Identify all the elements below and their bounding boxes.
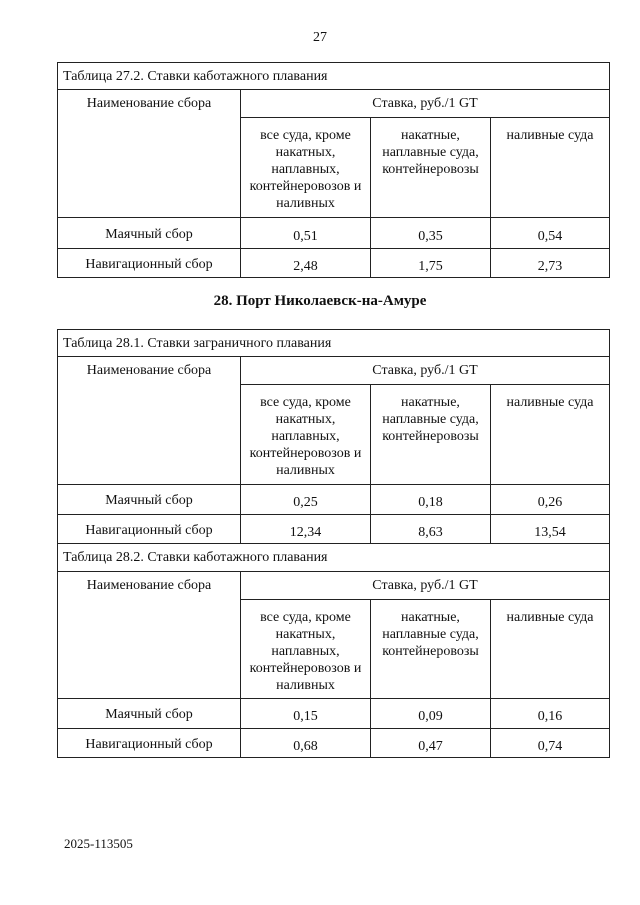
- rate-value: 13,54: [491, 515, 610, 544]
- rate-header: Ставка, руб./1 GT: [241, 357, 610, 385]
- rate-value: 0,68: [241, 729, 371, 758]
- table-row: [58, 485, 610, 515]
- rate-value: 0,35: [371, 218, 491, 249]
- rate-value: 0,25: [241, 485, 371, 515]
- rate-value: 0,16: [491, 699, 610, 729]
- rate-value: 12,34: [241, 515, 371, 544]
- sub-header-roro-container: накатные, наплавные суда, контейнеровозы: [371, 385, 491, 485]
- sub-header-tankers: наливные суда: [491, 118, 610, 218]
- row-label: Навигационный сбор: [58, 729, 241, 758]
- sub-header-tankers: наливные суда: [491, 600, 610, 699]
- table-row: [58, 515, 610, 544]
- sub-header-general-vessels: все суда, кроме накатных, наплавных, контейнеровозов и наливных: [241, 118, 371, 218]
- row-label: Навигационный сбор: [58, 515, 241, 544]
- fee-name-header: Наименование сбора: [58, 357, 241, 485]
- rate-header: Ставка, руб./1 GT: [241, 572, 610, 600]
- table-27-2: [57, 62, 610, 278]
- table-row: [58, 699, 610, 729]
- sub-header-roro-container: накатные, наплавные суда, контейнеровозы: [371, 600, 491, 699]
- rate-value: 0,74: [491, 729, 610, 758]
- page-number: 27: [313, 30, 327, 45]
- rate-value: 1,75: [371, 249, 491, 278]
- rate-value: 0,26: [491, 485, 610, 515]
- row-label: Маячный сбор: [58, 699, 241, 729]
- table-row: [58, 249, 610, 278]
- fee-name-header: Наименование сбора: [58, 572, 241, 699]
- sub-header-tankers: наливные суда: [491, 385, 610, 485]
- section-heading: 28. Порт Николаевск-на-Амуре: [213, 293, 427, 309]
- row-label: Маячный сбор: [58, 218, 241, 249]
- document-id: 2025-113505: [64, 836, 133, 851]
- row-label: Маячный сбор: [58, 485, 241, 515]
- fee-name-header: Наименование сбора: [58, 90, 241, 218]
- rate-value: 2,48: [241, 249, 371, 278]
- table-caption: Таблица 28.2. Ставки каботажного плавания: [58, 544, 610, 572]
- rate-value: 0,09: [371, 699, 491, 729]
- rate-value: 0,18: [371, 485, 491, 515]
- table-row: [58, 729, 610, 758]
- table-row: [58, 218, 610, 249]
- rate-value: 8,63: [371, 515, 491, 544]
- rate-header: Ставка, руб./1 GT: [241, 90, 610, 118]
- rate-value: 0,15: [241, 699, 371, 729]
- rate-value: 0,51: [241, 218, 371, 249]
- sub-header-roro-container: накатные, наплавные суда, контейнеровозы: [371, 118, 491, 218]
- sub-header-general-vessels: все суда, кроме накатных, наплавных, контейнеровозов и наливных: [241, 385, 371, 485]
- sub-header-general-vessels: все суда, кроме накатных, наплавных, контейнеровозов и наливных: [241, 600, 371, 699]
- rate-value: 0,54: [491, 218, 610, 249]
- table-28: [57, 329, 610, 758]
- rate-value: 2,73: [491, 249, 610, 278]
- table-caption: Таблица 27.2. Ставки каботажного плавания: [58, 63, 610, 90]
- table-caption: Таблица 28.1. Ставки заграничного плавания: [58, 330, 610, 357]
- row-label: Навигационный сбор: [58, 249, 241, 278]
- rate-value: 0,47: [371, 729, 491, 758]
